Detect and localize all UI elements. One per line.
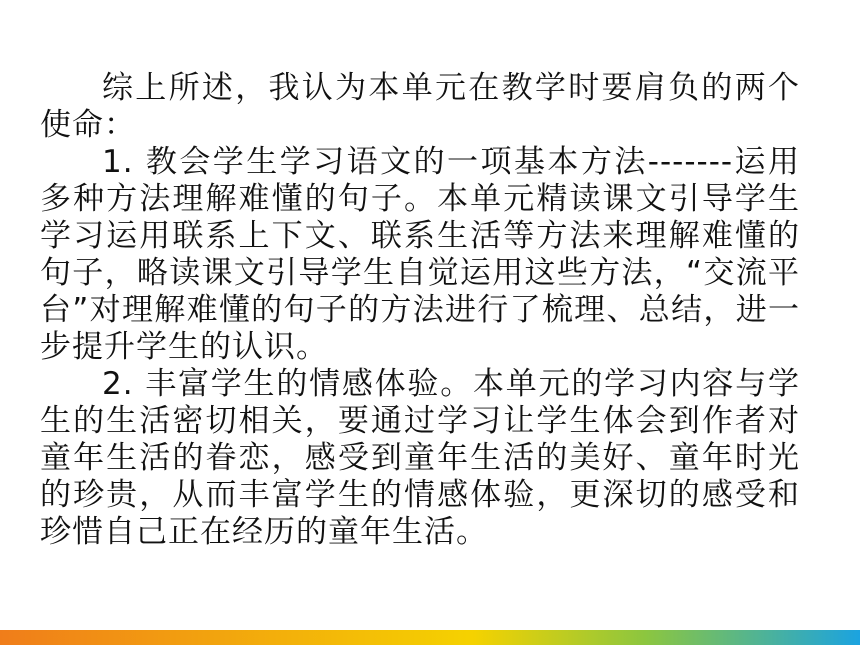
- decorative-bottom-bar: [0, 630, 860, 645]
- intro-paragraph: 综上所述，我认为本单元在教学时要肩负的两个使命：: [40, 70, 800, 143]
- slide-body: [40, 70, 800, 551]
- mission-two-paragraph: 2. 丰富学生的情感体验。本单元的学习内容与学生的生活密切相关，要通过学习让学生体会到作者对童年生活的眷恋，感受到童年生活的美好、童年时光的珍贵，从而丰富学生的情感体验，更深切的感受和珍惜自己正在经历的童年生活。: [40, 366, 800, 550]
- mission-one-paragraph: 1. 教会学生学习语文的一项基本方法-------运用多种方法理解难懂的句子。本单元精读课文引导学生学习运用联系上下文、联系生活等方法来理解难懂的句子，略读课文引导学生自觉运用这些方法，“交流平台”对理解难懂的句子的方法进行了梳理、总结，进一步提升学生的认识。: [40, 144, 800, 365]
